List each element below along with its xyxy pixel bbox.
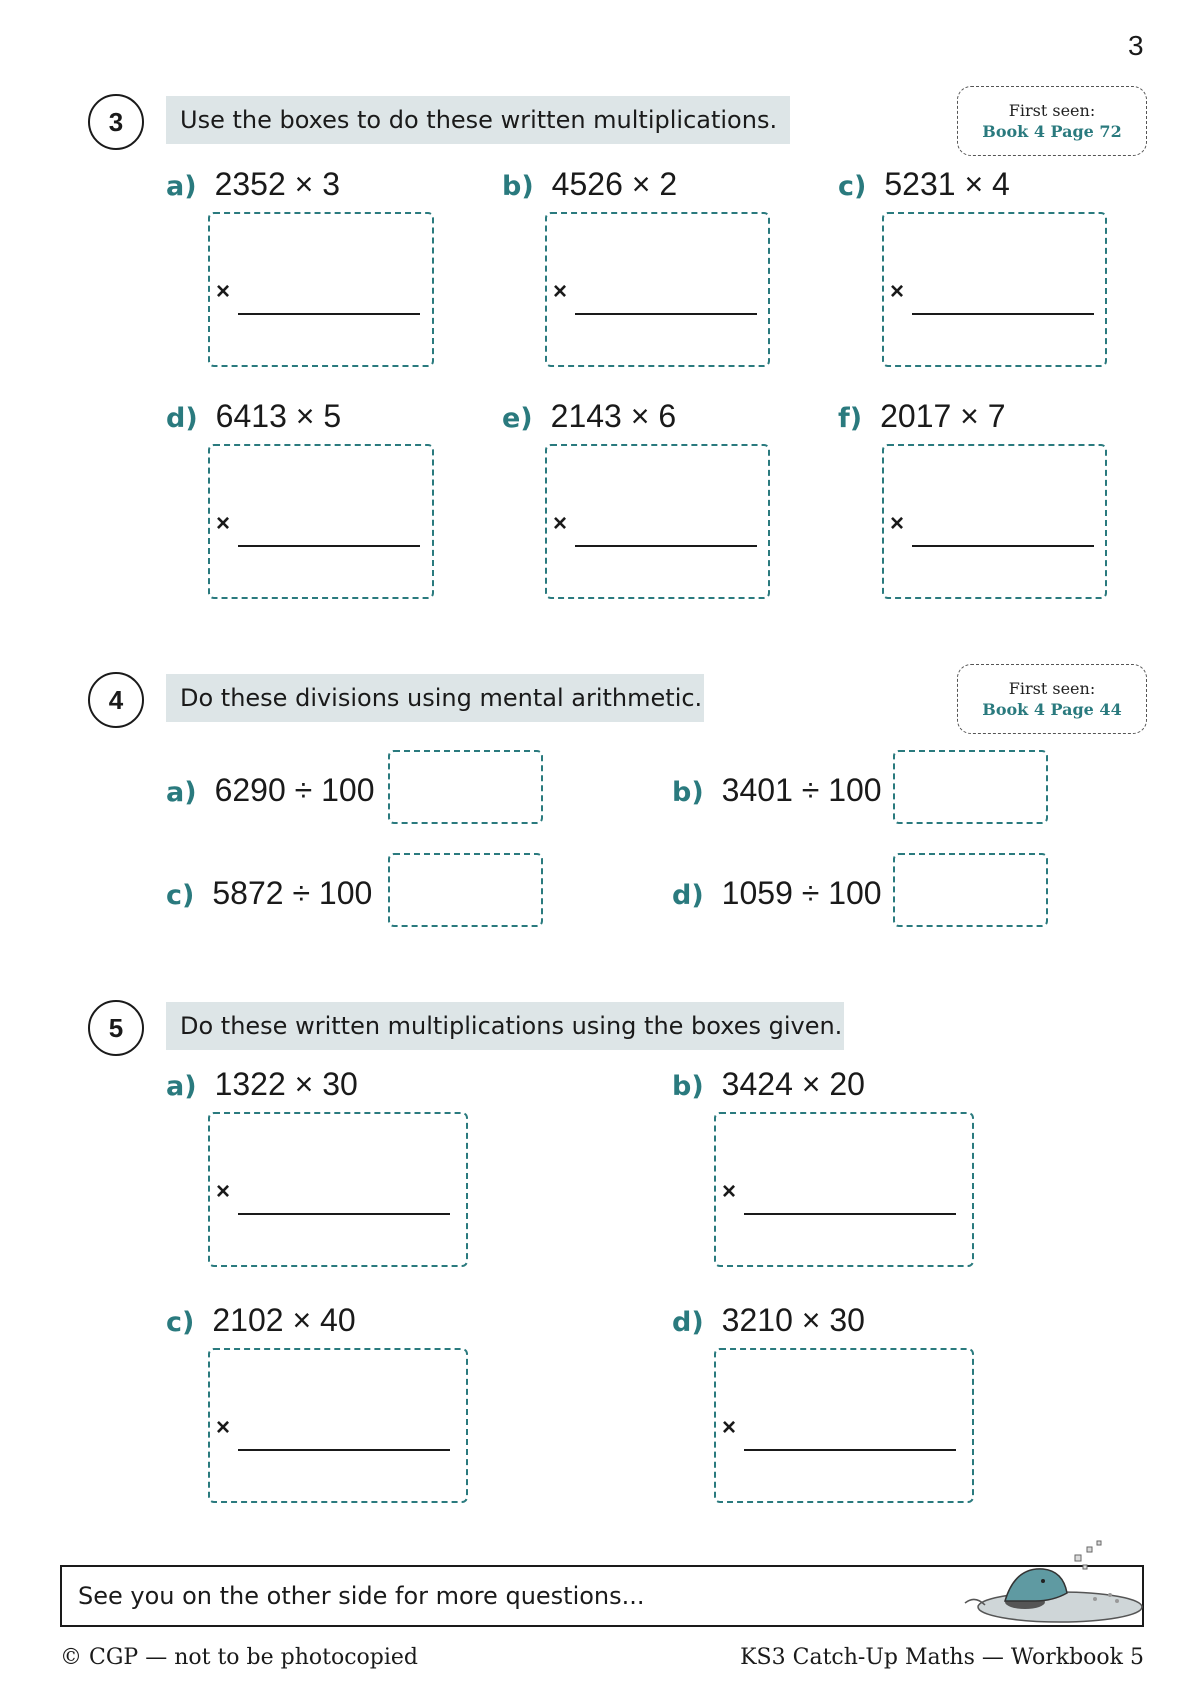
answer-line (912, 313, 1094, 315)
question-letter: d) (672, 1307, 704, 1338)
answer-line (238, 313, 420, 315)
times-sign: × (216, 1414, 231, 1441)
working-box-3a[interactable] (208, 212, 434, 367)
question-4c (166, 875, 372, 912)
times-sign: × (890, 278, 905, 305)
question-expression: 6413 × 5 (215, 398, 342, 434)
question-letter: c) (166, 880, 195, 911)
times-sign: × (216, 1178, 231, 1205)
question-number-3: 3 (88, 94, 144, 150)
answer-box-4c[interactable] (388, 853, 543, 927)
first-seen-ref: Book 4 Page 72 (982, 122, 1122, 141)
first-seen-label: First seen: (1008, 679, 1096, 698)
question-4b (672, 772, 882, 809)
question-4a (166, 772, 374, 809)
question-5-instruction: Do these written multiplications using the boxes given. (166, 1002, 844, 1050)
question-letter: c) (838, 171, 867, 202)
working-box-5d[interactable] (714, 1348, 974, 1503)
times-sign: × (890, 510, 905, 537)
question-expression: 6290 ÷ 100 (214, 772, 375, 808)
times-sign: × (553, 278, 568, 305)
question-3f (838, 398, 1006, 435)
answer-line (575, 545, 757, 547)
answer-line (744, 1213, 956, 1215)
question-expression: 2352 × 3 (214, 166, 341, 202)
copyright-notice: © CGP — not to be photocopied (60, 1645, 418, 1670)
question-expression: 2143 × 6 (550, 398, 677, 434)
question-expression: 4526 × 2 (551, 166, 678, 202)
question-5a (166, 1066, 358, 1103)
answer-line (238, 545, 420, 547)
question-expression: 3210 × 30 (721, 1302, 865, 1338)
question-letter: b) (502, 171, 534, 202)
times-sign: × (722, 1178, 737, 1205)
working-box-5a[interactable] (208, 1112, 468, 1267)
first-seen-label: First seen: (1008, 101, 1096, 120)
question-expression: 3424 × 20 (721, 1066, 865, 1102)
working-box-3c[interactable] (882, 212, 1107, 367)
answer-box-4d[interactable] (893, 853, 1048, 927)
first-seen-badge-q3 (957, 86, 1147, 156)
times-sign: × (722, 1414, 737, 1441)
question-5b (672, 1066, 865, 1103)
answer-line (238, 1213, 450, 1215)
page-number: 3 (1128, 30, 1144, 61)
working-box-5c[interactable] (208, 1348, 468, 1503)
answer-line (575, 313, 757, 315)
answer-line (912, 545, 1094, 547)
question-letter: d) (672, 880, 704, 911)
question-3b (502, 166, 677, 203)
working-box-3f[interactable] (882, 444, 1107, 599)
question-expression: 1322 × 30 (214, 1066, 358, 1102)
times-sign: × (216, 278, 231, 305)
question-letter: b) (672, 777, 704, 808)
question-letter: d) (166, 403, 198, 434)
question-number-4: 4 (88, 672, 144, 728)
times-sign: × (553, 510, 568, 537)
book-title: KS3 Catch-Up Maths — Workbook 5 (740, 1645, 1144, 1670)
question-3c (838, 166, 1010, 203)
question-number-5: 5 (88, 1000, 144, 1056)
question-letter: e) (502, 403, 533, 434)
question-expression: 3401 ÷ 100 (721, 772, 882, 808)
question-5d (672, 1302, 865, 1339)
mole-digging-illustration-icon (945, 1535, 1145, 1625)
times-sign: × (216, 510, 231, 537)
question-expression: 1059 ÷ 100 (721, 875, 882, 911)
question-4d (672, 875, 882, 912)
question-letter: a) (166, 777, 197, 808)
question-4-instruction: Do these divisions using mental arithmetic. (166, 674, 704, 722)
question-letter: c) (166, 1307, 195, 1338)
question-letter: a) (166, 171, 197, 202)
question-letter: b) (672, 1071, 704, 1102)
question-expression: 2017 × 7 (880, 398, 1006, 434)
answer-box-4a[interactable] (388, 750, 543, 824)
question-3a (166, 166, 340, 203)
first-seen-badge-q4 (957, 664, 1147, 734)
question-3e (502, 398, 676, 435)
working-box-3d[interactable] (208, 444, 434, 599)
answer-line (238, 1449, 450, 1451)
question-3d (166, 398, 341, 435)
working-box-3b[interactable] (545, 212, 770, 367)
first-seen-ref: Book 4 Page 44 (982, 700, 1122, 719)
question-expression: 2102 × 40 (212, 1302, 356, 1338)
answer-box-4b[interactable] (893, 750, 1048, 824)
question-letter: a) (166, 1071, 197, 1102)
question-expression: 5872 ÷ 100 (212, 875, 373, 911)
question-expression: 5231 × 4 (884, 166, 1010, 202)
working-box-5b[interactable] (714, 1112, 974, 1267)
question-3-instruction: Use the boxes to do these written multiplications. (166, 96, 790, 144)
answer-line (744, 1449, 956, 1451)
footer-message: See you on the other side for more questions... (78, 1582, 645, 1610)
question-letter: f) (838, 403, 863, 434)
working-box-3e[interactable] (545, 444, 770, 599)
question-5c (166, 1302, 356, 1339)
